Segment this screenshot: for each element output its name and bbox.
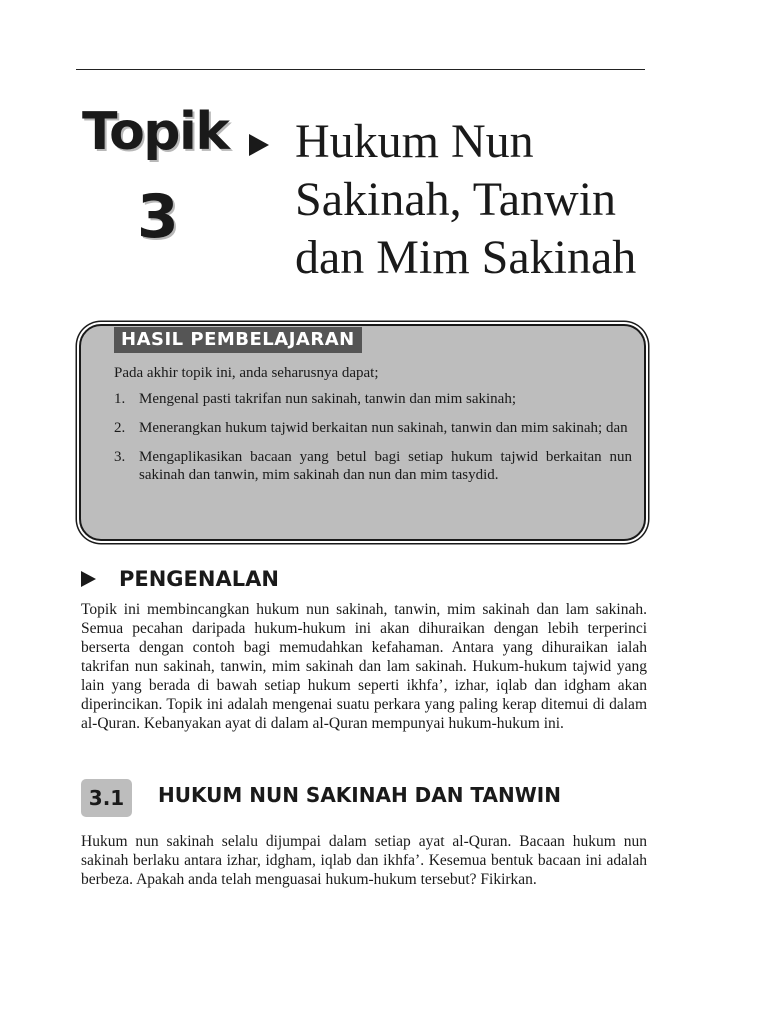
learning-outcomes-list	[114, 390, 632, 495]
list-item-number: 3.	[114, 449, 126, 465]
list-item	[114, 448, 632, 484]
chapter-label: Topik	[82, 102, 229, 162]
section-heading-3-1: HUKUM NUN SAKINAH DAN TANWIN	[158, 783, 561, 807]
section-number-badge: 3.1	[81, 779, 132, 817]
chapter-number: 3	[137, 182, 179, 252]
list-item	[114, 390, 632, 408]
list-item-text: Mengaplikasikan bacaan yang betul bagi setiap hukum tajwid berkaitan nun sakinah dan tanwin, mim sakinah dan nun dan mim tasydid.	[139, 449, 632, 483]
list-item-text: Menerangkan hukum tajwid berkaitan nun sakinah, tanwin dan mim sakinah; dan	[139, 420, 628, 436]
section-3-1-paragraph: Hukum nun sakinah selalu dijumpai dalam setiap ayat al-Quran. Bacaan hukum nun sakinah berlaku antara izhar, idgham, iqlab dan ikhfa’. Kesemua bentuk bacaan ini adalah berbeza. Apakah anda telah menguasai hukum-hukum tersebut? Fikirkan.	[81, 833, 647, 888]
chapter-title-line: dan Mim Sakinah	[295, 231, 637, 284]
triangle-right-icon	[81, 571, 96, 587]
learning-outcomes-intro: Pada akhir topik ini, anda seharusnya dapat;	[114, 365, 379, 381]
top-rule	[76, 69, 645, 70]
learning-outcomes-label: HASIL PEMBELAJARAN	[114, 327, 362, 353]
list-item-number: 2.	[114, 420, 126, 436]
section-heading-introduction: PENGENALAN	[119, 567, 279, 591]
chapter-title	[295, 113, 715, 287]
introduction-paragraph: Topik ini membincangkan hukum nun sakinah, tanwin, mim sakinah dan lam sakinah. Semua pecahan daripada hukum-hukum ini akan dihuraikan dengan lebih terperinci berserta dengan contoh bagi memudahkan kefahaman. Antara yang dihuraikan ialah takrifan nun sakinah, tanwin, mim sakinah dan lam sakinah. Hukum-hukum tajwid yang lain yang berada di bawah setiap hukum seperti ikhfa’, izhar, iqlab dan idgham akan diperincikan. Topik ini adalah mengenai suatu perkara yang paling kerap ditemui di dalam al-Quran. Kebanyakan ayat di dalam al-Quran mempunyai hukum-hukum ini.	[81, 601, 647, 732]
chapter-title-line: Hukum Nun	[295, 115, 534, 168]
list-item	[114, 419, 632, 437]
list-item-text: Mengenal pasti takrifan nun sakinah, tanwin dan mim sakinah;	[139, 391, 516, 407]
triangle-right-icon	[249, 134, 269, 156]
list-item-number: 1.	[114, 391, 126, 407]
chapter-title-line: Sakinah, Tanwin	[295, 173, 617, 226]
